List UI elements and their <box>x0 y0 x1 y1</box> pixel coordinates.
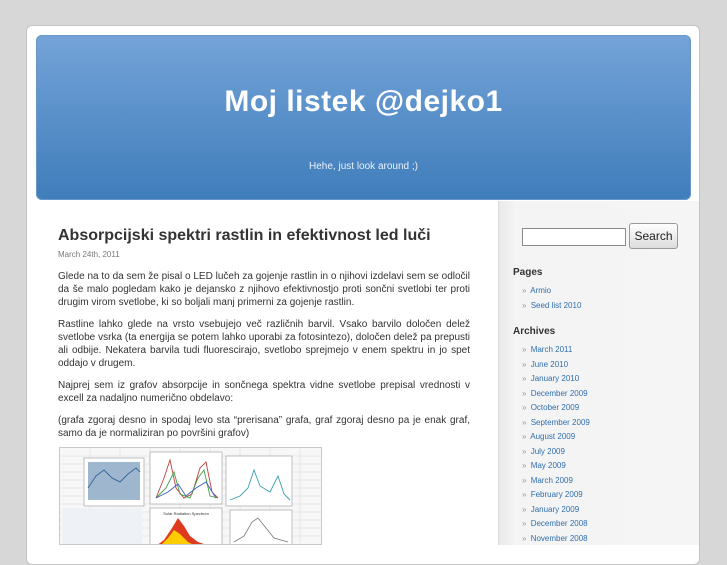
list-item: » May 2009 <box>522 461 566 470</box>
blog-title[interactable]: Moj listek @dejko1 <box>224 85 503 118</box>
list-item: » June 2010 <box>522 359 569 369</box>
post-paragraph: Glede na to da sem že pisal o LED lučeh za gojenje rastlin in o njihovi izdelavi sem se odločil da še malo pogledam kako je dejansko z njihovo efektivnostjo proti sončni svetlobi ter proti drugim virom svetlobe, ki so boljali manj primerni za gojenje rastlin. <box>58 271 470 308</box>
archive-link[interactable]: January 2009 <box>530 504 580 514</box>
archive-link[interactable]: February 2009 <box>530 490 583 499</box>
archive-link[interactable]: May 2009 <box>530 461 566 470</box>
spreadsheet-graphs-image <box>60 448 322 545</box>
pages-list <box>522 284 581 313</box>
archive-link[interactable]: January 2010 <box>530 374 580 383</box>
list-item: » November 2008 <box>522 533 588 543</box>
archive-link[interactable]: September 2009 <box>530 417 590 427</box>
search-input[interactable] <box>522 228 626 246</box>
archive-link[interactable]: November 2008 <box>530 533 588 543</box>
post-paragraph: Najprej sem iz grafov absorpcije in sončnega spektra vidne svetlobe prepisal vrednosti v excell za nadaljno numerično obdelavo: <box>58 380 470 404</box>
list-item: » August 2009 <box>522 432 576 441</box>
archive-link[interactable]: December 2009 <box>530 388 588 398</box>
image-chart-label: Solar Radiation Spectrum <box>163 511 209 516</box>
list-item: » October 2009 <box>522 403 580 412</box>
post-date: March 24th, 2011 <box>58 250 120 259</box>
archives-list <box>522 343 590 546</box>
blog-header <box>36 35 691 200</box>
archive-link[interactable]: March 2011 <box>530 345 573 354</box>
pages-heading: Pages <box>513 267 543 278</box>
archive-link[interactable]: March 2009 <box>530 475 573 485</box>
archives-heading: Archives <box>513 326 556 337</box>
post <box>58 226 470 449</box>
archive-link[interactable]: June 2010 <box>530 359 569 369</box>
blog-description: Hehe, just look around ;) <box>309 161 418 172</box>
list-item: » March 2009 <box>522 475 573 485</box>
list-item: » Seed list 2010 <box>522 300 582 310</box>
archive-link[interactable]: December 2008 <box>530 519 588 528</box>
archive-link[interactable]: October 2009 <box>530 403 580 412</box>
list-item: » December 2008 <box>522 519 588 528</box>
page-link[interactable]: Armio <box>530 286 552 295</box>
archive-link[interactable]: July 2009 <box>530 446 565 456</box>
list-item: » December 2009 <box>522 388 588 398</box>
list-item: » January 2010 <box>522 374 580 383</box>
list-item: » July 2009 <box>522 446 565 456</box>
post-image[interactable] <box>59 447 322 545</box>
list-item: » February 2009 <box>522 490 583 499</box>
post-title[interactable]: Absorpcijski spektri rastlin in efektivnost led luči <box>58 227 431 244</box>
list-item: » September 2009 <box>522 417 590 427</box>
page-link[interactable]: Seed list 2010 <box>530 300 582 310</box>
archive-link[interactable]: August 2009 <box>530 432 576 441</box>
post-paragraph: Rastline lahko glede na vrsto vsebujejo več različnih barvil. Vsako barvilo določen delež svetlobe vsrka (ta energija se potem lahko uporabi za fotosintezo), določen delež pa prepusti ali odbije. Nekatera barvila tudi fluorescirajo, svetlobo sprejmejo v enem spektru in jo spet oddajo v drugem. <box>58 319 470 369</box>
search-button[interactable]: Search <box>629 223 678 249</box>
list-item: » Armio <box>522 286 552 295</box>
post-paragraph: (grafa zgoraj desno in spodaj levo sta “prerisana” grafa, graf zgoraj desno pa je enak graf, samo da je normaliziran po površini grafov) <box>58 415 470 439</box>
list-item: » March 2011 <box>522 345 573 354</box>
list-item: » January 2009 <box>522 504 580 514</box>
